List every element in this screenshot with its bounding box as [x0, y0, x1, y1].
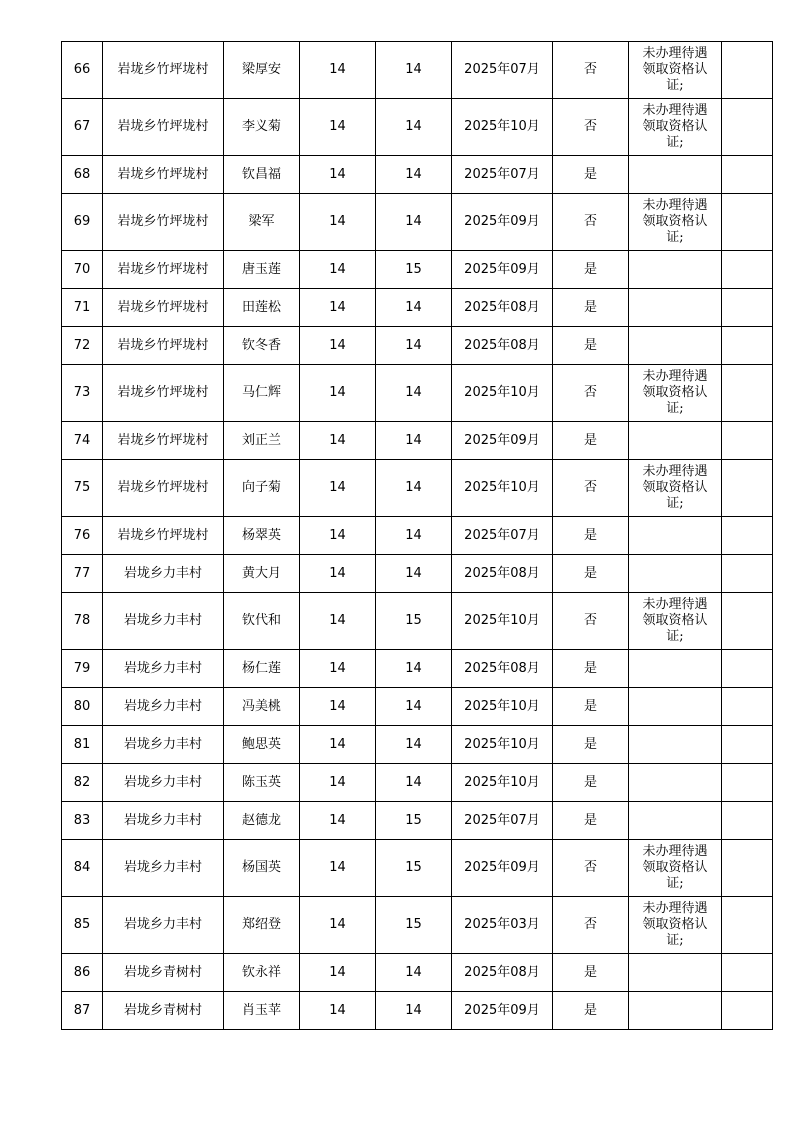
table-row [62, 460, 773, 517]
empty-cell [722, 726, 773, 764]
person-name-cell: 杨仁莲 [224, 650, 300, 688]
status-flag-cell: 否 [553, 365, 629, 422]
village-cell: 岩垅乡竹坪垅村 [103, 422, 224, 460]
years-cell-a: 14 [300, 194, 376, 251]
table-row [62, 289, 773, 327]
month-cell: 2025年10月 [452, 99, 553, 156]
table-row [62, 764, 773, 802]
row-number: 70 [62, 251, 103, 289]
years-cell-a: 14 [300, 99, 376, 156]
person-name-cell: 杨国英 [224, 840, 300, 897]
years-cell-b: 14 [376, 555, 452, 593]
empty-cell [722, 422, 773, 460]
table-row [62, 593, 773, 650]
remark-cell [629, 897, 722, 954]
person-name-cell: 梁军 [224, 194, 300, 251]
row-number: 85 [62, 897, 103, 954]
remark-cell [629, 802, 722, 840]
month-cell: 2025年09月 [452, 422, 553, 460]
years-cell-a: 14 [300, 422, 376, 460]
person-name-cell: 钦代和 [224, 593, 300, 650]
empty-cell [722, 289, 773, 327]
table-row [62, 99, 773, 156]
village-cell: 岩垅乡青树村 [103, 954, 224, 992]
table-row [62, 954, 773, 992]
years-cell-a: 14 [300, 289, 376, 327]
empty-cell [722, 593, 773, 650]
empty-cell [722, 327, 773, 365]
years-cell-b: 14 [376, 99, 452, 156]
person-name-cell: 杨翠英 [224, 517, 300, 555]
years-cell-a: 14 [300, 726, 376, 764]
remark-cell [629, 954, 722, 992]
years-cell-a: 14 [300, 156, 376, 194]
years-cell-a: 14 [300, 992, 376, 1030]
status-flag-cell: 否 [553, 194, 629, 251]
years-cell-a: 14 [300, 251, 376, 289]
person-name-cell: 陈玉英 [224, 764, 300, 802]
empty-cell [722, 802, 773, 840]
month-cell: 2025年07月 [452, 42, 553, 99]
table-row [62, 365, 773, 422]
remark-cell [629, 42, 722, 99]
empty-cell [722, 764, 773, 802]
roster-body [62, 42, 773, 1030]
remark-text: 未办理待遇 领取资格认 证; [642, 901, 708, 948]
years-cell-b: 14 [376, 764, 452, 802]
month-cell: 2025年09月 [452, 992, 553, 1030]
person-name-cell: 黄大月 [224, 555, 300, 593]
remark-cell [629, 840, 722, 897]
status-flag-cell: 否 [553, 460, 629, 517]
person-name-cell: 田莲松 [224, 289, 300, 327]
years-cell-a: 14 [300, 593, 376, 650]
empty-cell [722, 840, 773, 897]
status-flag-cell: 是 [553, 422, 629, 460]
remark-cell [629, 593, 722, 650]
row-number: 72 [62, 327, 103, 365]
month-cell: 2025年09月 [452, 251, 553, 289]
remark-cell [629, 194, 722, 251]
years-cell-b: 14 [376, 688, 452, 726]
years-cell-b: 14 [376, 327, 452, 365]
person-name-cell: 梁厚安 [224, 42, 300, 99]
village-cell: 岩垅乡竹坪垅村 [103, 42, 224, 99]
table-row [62, 802, 773, 840]
village-cell: 岩垅乡力丰村 [103, 840, 224, 897]
years-cell-b: 14 [376, 42, 452, 99]
table-row [62, 897, 773, 954]
row-number: 69 [62, 194, 103, 251]
remark-cell [629, 289, 722, 327]
village-cell: 岩垅乡竹坪垅村 [103, 156, 224, 194]
person-name-cell: 唐玉莲 [224, 251, 300, 289]
years-cell-a: 14 [300, 517, 376, 555]
remark-text: 未办理待遇 领取资格认 证; [642, 844, 708, 891]
month-cell: 2025年10月 [452, 365, 553, 422]
remark-cell [629, 460, 722, 517]
table-row [62, 650, 773, 688]
remark-cell [629, 992, 722, 1030]
remark-text: 未办理待遇 领取资格认 证; [642, 369, 708, 416]
empty-cell [722, 365, 773, 422]
person-name-cell: 肖玉苹 [224, 992, 300, 1030]
years-cell-b: 15 [376, 593, 452, 650]
years-cell-b: 14 [376, 460, 452, 517]
village-cell: 岩垅乡力丰村 [103, 726, 224, 764]
years-cell-b: 14 [376, 422, 452, 460]
village-cell: 岩垅乡力丰村 [103, 764, 224, 802]
month-cell: 2025年08月 [452, 954, 553, 992]
table-row [62, 327, 773, 365]
years-cell-a: 14 [300, 650, 376, 688]
years-cell-a: 14 [300, 555, 376, 593]
table-row [62, 517, 773, 555]
table-row [62, 992, 773, 1030]
status-flag-cell: 是 [553, 289, 629, 327]
row-number: 84 [62, 840, 103, 897]
years-cell-a: 14 [300, 897, 376, 954]
years-cell-b: 15 [376, 802, 452, 840]
month-cell: 2025年09月 [452, 840, 553, 897]
row-number: 74 [62, 422, 103, 460]
years-cell-b: 14 [376, 365, 452, 422]
empty-cell [722, 42, 773, 99]
years-cell-a: 14 [300, 365, 376, 422]
status-flag-cell: 是 [553, 555, 629, 593]
status-flag-cell: 是 [553, 992, 629, 1030]
years-cell-b: 14 [376, 954, 452, 992]
table-row [62, 194, 773, 251]
month-cell: 2025年07月 [452, 517, 553, 555]
village-cell: 岩垅乡力丰村 [103, 802, 224, 840]
empty-cell [722, 460, 773, 517]
table-row [62, 251, 773, 289]
status-flag-cell: 否 [553, 593, 629, 650]
status-flag-cell: 否 [553, 42, 629, 99]
status-flag-cell: 是 [553, 726, 629, 764]
remark-cell [629, 327, 722, 365]
row-number: 82 [62, 764, 103, 802]
table-row [62, 555, 773, 593]
remark-cell [629, 650, 722, 688]
row-number: 78 [62, 593, 103, 650]
years-cell-a: 14 [300, 802, 376, 840]
remark-cell [629, 251, 722, 289]
month-cell: 2025年10月 [452, 726, 553, 764]
status-flag-cell: 是 [553, 251, 629, 289]
years-cell-b: 14 [376, 517, 452, 555]
remark-cell [629, 764, 722, 802]
month-cell: 2025年07月 [452, 156, 553, 194]
years-cell-b: 14 [376, 726, 452, 764]
table-row [62, 156, 773, 194]
years-cell-b: 15 [376, 251, 452, 289]
years-cell-b: 14 [376, 992, 452, 1030]
month-cell: 2025年08月 [452, 289, 553, 327]
table-row [62, 42, 773, 99]
village-cell: 岩垅乡力丰村 [103, 897, 224, 954]
remark-cell [629, 156, 722, 194]
status-flag-cell: 是 [553, 156, 629, 194]
remark-cell [629, 422, 722, 460]
status-flag-cell: 是 [553, 954, 629, 992]
month-cell: 2025年03月 [452, 897, 553, 954]
village-cell: 岩垅乡竹坪垅村 [103, 327, 224, 365]
remark-cell [629, 555, 722, 593]
years-cell-a: 14 [300, 954, 376, 992]
status-flag-cell: 是 [553, 650, 629, 688]
person-name-cell: 钦昌福 [224, 156, 300, 194]
person-name-cell: 钦冬香 [224, 327, 300, 365]
empty-cell [722, 156, 773, 194]
status-flag-cell: 是 [553, 327, 629, 365]
years-cell-b: 15 [376, 897, 452, 954]
empty-cell [722, 194, 773, 251]
village-cell: 岩垅乡竹坪垅村 [103, 365, 224, 422]
status-flag-cell: 是 [553, 764, 629, 802]
remark-cell [629, 726, 722, 764]
years-cell-b: 15 [376, 840, 452, 897]
remark-cell [629, 99, 722, 156]
village-cell: 岩垅乡竹坪垅村 [103, 517, 224, 555]
remark-text: 未办理待遇 领取资格认 证; [642, 46, 708, 93]
village-cell: 岩垅乡力丰村 [103, 688, 224, 726]
month-cell: 2025年08月 [452, 650, 553, 688]
years-cell-a: 14 [300, 327, 376, 365]
person-name-cell: 马仁辉 [224, 365, 300, 422]
table-row [62, 688, 773, 726]
village-cell: 岩垅乡竹坪垅村 [103, 99, 224, 156]
empty-cell [722, 688, 773, 726]
row-number: 83 [62, 802, 103, 840]
status-flag-cell: 是 [553, 802, 629, 840]
status-flag-cell: 是 [553, 517, 629, 555]
years-cell-a: 14 [300, 688, 376, 726]
month-cell: 2025年08月 [452, 327, 553, 365]
row-number: 81 [62, 726, 103, 764]
remark-cell [629, 365, 722, 422]
table-row [62, 422, 773, 460]
remark-cell [629, 517, 722, 555]
status-flag-cell: 否 [553, 897, 629, 954]
month-cell: 2025年10月 [452, 593, 553, 650]
village-cell: 岩垅乡竹坪垅村 [103, 289, 224, 327]
person-name-cell: 郑绍登 [224, 897, 300, 954]
row-number: 75 [62, 460, 103, 517]
remark-text: 未办理待遇 领取资格认 证; [642, 464, 708, 511]
table-row [62, 840, 773, 897]
person-name-cell: 刘正兰 [224, 422, 300, 460]
person-name-cell: 冯美桃 [224, 688, 300, 726]
row-number: 67 [62, 99, 103, 156]
years-cell-a: 14 [300, 460, 376, 517]
status-flag-cell: 否 [553, 840, 629, 897]
person-name-cell: 向子菊 [224, 460, 300, 517]
empty-cell [722, 954, 773, 992]
empty-cell [722, 99, 773, 156]
remark-cell [629, 688, 722, 726]
row-number: 77 [62, 555, 103, 593]
village-cell: 岩垅乡竹坪垅村 [103, 251, 224, 289]
person-name-cell: 李义菊 [224, 99, 300, 156]
row-number: 66 [62, 42, 103, 99]
status-flag-cell: 否 [553, 99, 629, 156]
row-number: 86 [62, 954, 103, 992]
person-name-cell: 赵德龙 [224, 802, 300, 840]
month-cell: 2025年07月 [452, 802, 553, 840]
empty-cell [722, 897, 773, 954]
years-cell-a: 14 [300, 840, 376, 897]
row-number: 79 [62, 650, 103, 688]
years-cell-b: 14 [376, 289, 452, 327]
empty-cell [722, 992, 773, 1030]
month-cell: 2025年08月 [452, 555, 553, 593]
village-cell: 岩垅乡力丰村 [103, 555, 224, 593]
years-cell-b: 14 [376, 650, 452, 688]
years-cell-b: 14 [376, 156, 452, 194]
status-flag-cell: 是 [553, 688, 629, 726]
row-number: 80 [62, 688, 103, 726]
row-number: 73 [62, 365, 103, 422]
month-cell: 2025年10月 [452, 460, 553, 517]
village-cell: 岩垅乡竹坪垅村 [103, 194, 224, 251]
row-number: 71 [62, 289, 103, 327]
village-cell: 岩垅乡竹坪垅村 [103, 460, 224, 517]
years-cell-a: 14 [300, 764, 376, 802]
empty-cell [722, 517, 773, 555]
person-name-cell: 钦永祥 [224, 954, 300, 992]
village-cell: 岩垅乡力丰村 [103, 650, 224, 688]
month-cell: 2025年10月 [452, 688, 553, 726]
row-number: 87 [62, 992, 103, 1030]
month-cell: 2025年09月 [452, 194, 553, 251]
empty-cell [722, 251, 773, 289]
empty-cell [722, 555, 773, 593]
remark-text: 未办理待遇 领取资格认 证; [642, 103, 708, 150]
remark-text: 未办理待遇 领取资格认 证; [642, 597, 708, 644]
table-row [62, 726, 773, 764]
village-cell: 岩垅乡青树村 [103, 992, 224, 1030]
roster-table [61, 41, 773, 1030]
empty-cell [722, 650, 773, 688]
month-cell: 2025年10月 [452, 764, 553, 802]
village-cell: 岩垅乡力丰村 [103, 593, 224, 650]
person-name-cell: 鲍思英 [224, 726, 300, 764]
row-number: 76 [62, 517, 103, 555]
years-cell-a: 14 [300, 42, 376, 99]
remark-text: 未办理待遇 领取资格认 证; [642, 198, 708, 245]
years-cell-b: 14 [376, 194, 452, 251]
row-number: 68 [62, 156, 103, 194]
